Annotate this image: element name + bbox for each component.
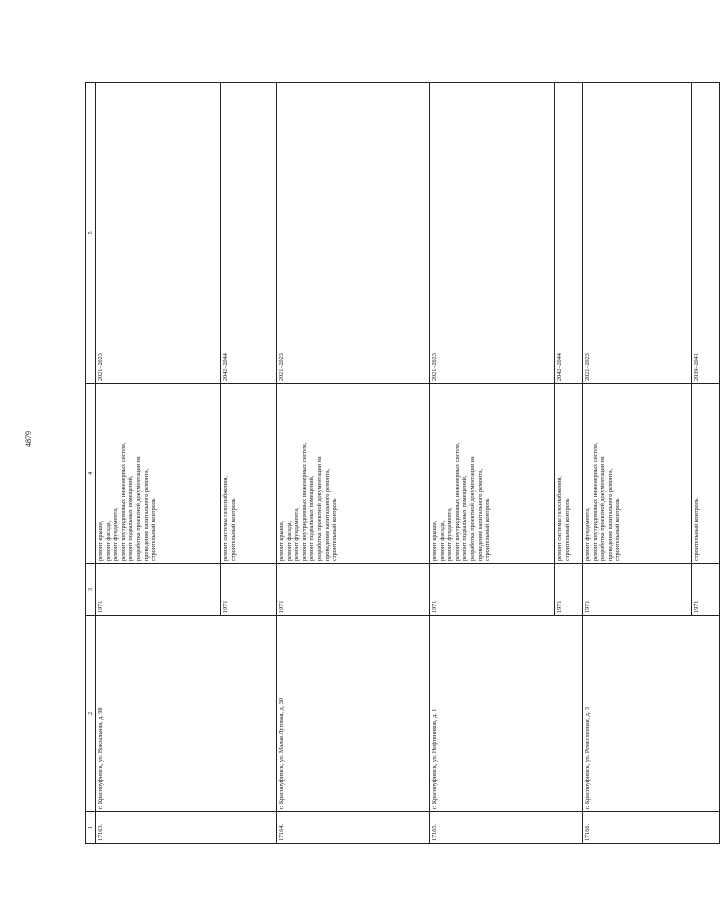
work-item: строительный контроль	[331, 498, 339, 561]
work-item: проведение капитального ремонта,	[476, 468, 484, 561]
work-item: ремонт крыши,	[97, 520, 104, 561]
table-row	[583, 83, 692, 844]
row-number: 17166.	[583, 812, 720, 844]
work-item: ремонт системы газоснабжения,	[222, 476, 229, 561]
period-cell: 2042–2044	[555, 83, 583, 384]
work-item: проведение капитального ремонта,	[323, 468, 331, 561]
column-number-header	[86, 83, 96, 844]
address-cell: г. Красноуфимск, ул. Малая Луговая, д. 30	[277, 616, 430, 812]
work-item: ремонт подвальных помещений,	[127, 475, 135, 561]
work-item: ремонт фасада,	[285, 520, 293, 561]
work-item: строительный контроль	[229, 498, 237, 561]
works-cell	[430, 384, 555, 564]
work-item: ремонт внутридомовых инженерных систем,	[591, 442, 599, 561]
period-cell: 2021–2023	[430, 83, 555, 384]
address-cell: г. Красноуфимск, ул. Вокзальная, д. 98	[96, 616, 277, 812]
work-item: ремонт системы газоснабжения,	[556, 476, 563, 561]
year-cell: 1971	[221, 564, 277, 616]
year-cell: 1971	[555, 564, 583, 616]
period-cell: 2039–2041	[692, 83, 720, 384]
work-item: строительный контроль	[150, 498, 158, 561]
work-item: строительный контроль	[614, 498, 622, 561]
column-number: 5	[86, 83, 96, 384]
work-item: ремонт фасада,	[438, 520, 446, 561]
work-item: ремонт фундамента,	[293, 507, 301, 561]
table-row	[96, 83, 221, 844]
work-item: ремонт фундамента,	[446, 507, 454, 561]
work-item: ремонт внутридомовых инженерных систем,	[453, 442, 461, 561]
row-number: 17164.	[277, 812, 430, 844]
period-cell: 2021–2023	[583, 83, 692, 384]
table-row	[277, 83, 430, 844]
address-cell: г. Красноуфимск, ул. Нефтяников, д. 1	[430, 616, 583, 812]
row-number: 17163.	[96, 812, 277, 844]
work-item: строительный контроль	[484, 498, 492, 561]
column-number: 1	[86, 812, 96, 844]
work-item: разработка проектной документации на	[315, 456, 323, 561]
address-cell: г. Красноуфимск, ул. Ремесленная, д. 3	[583, 616, 720, 812]
work-item: ремонт крыши,	[431, 520, 438, 561]
work-item: ремонт фундамента,	[112, 507, 120, 561]
works-cell	[96, 384, 221, 564]
registry-frame	[85, 83, 700, 844]
table-row	[430, 83, 555, 844]
row-number: 17165.	[430, 812, 583, 844]
period-cell: 2042–2044	[221, 83, 277, 384]
work-item: проведение капитального ремонта,	[606, 468, 614, 561]
year-cell: 1971	[277, 564, 430, 616]
works-cell	[692, 384, 720, 564]
work-item: ремонт подвальных помещений,	[461, 475, 469, 561]
works-cell	[277, 384, 430, 564]
work-item: проведение капитального ремонта,	[142, 468, 150, 561]
work-item: ремонт внутридомовых инженерных систем,	[300, 442, 308, 561]
works-cell	[583, 384, 692, 564]
work-item: разработка проектной документации на	[468, 456, 476, 561]
work-item: разработка проектной документации на	[599, 456, 607, 561]
year-cell: 1971	[692, 564, 720, 616]
work-item: ремонт фундамента,	[584, 507, 591, 561]
registry-body	[96, 83, 720, 844]
period-cell: 2021–2023	[96, 83, 221, 384]
work-item: ремонт крыши,	[278, 520, 285, 561]
year-cell: 1971	[430, 564, 555, 616]
work-item: строительный контроль	[693, 498, 700, 561]
year-cell: 1971	[583, 564, 692, 616]
period-cell: 2021–2023	[277, 83, 430, 384]
work-item: ремонт внутридомовых инженерных систем,	[119, 442, 127, 561]
column-number: 2	[86, 616, 96, 812]
column-number: 4	[86, 384, 96, 564]
year-cell: 1971	[96, 564, 221, 616]
registry-table	[85, 82, 720, 844]
work-item: разработка проектной документации на	[134, 456, 142, 561]
work-item: ремонт подвальных помещений,	[308, 475, 316, 561]
column-number: 3	[86, 564, 96, 616]
works-cell	[221, 384, 277, 564]
page-number: 4879	[24, 431, 33, 447]
work-item: строительный контроль	[563, 498, 571, 561]
works-cell	[555, 384, 583, 564]
work-item: ремонт фасада,	[104, 520, 112, 561]
